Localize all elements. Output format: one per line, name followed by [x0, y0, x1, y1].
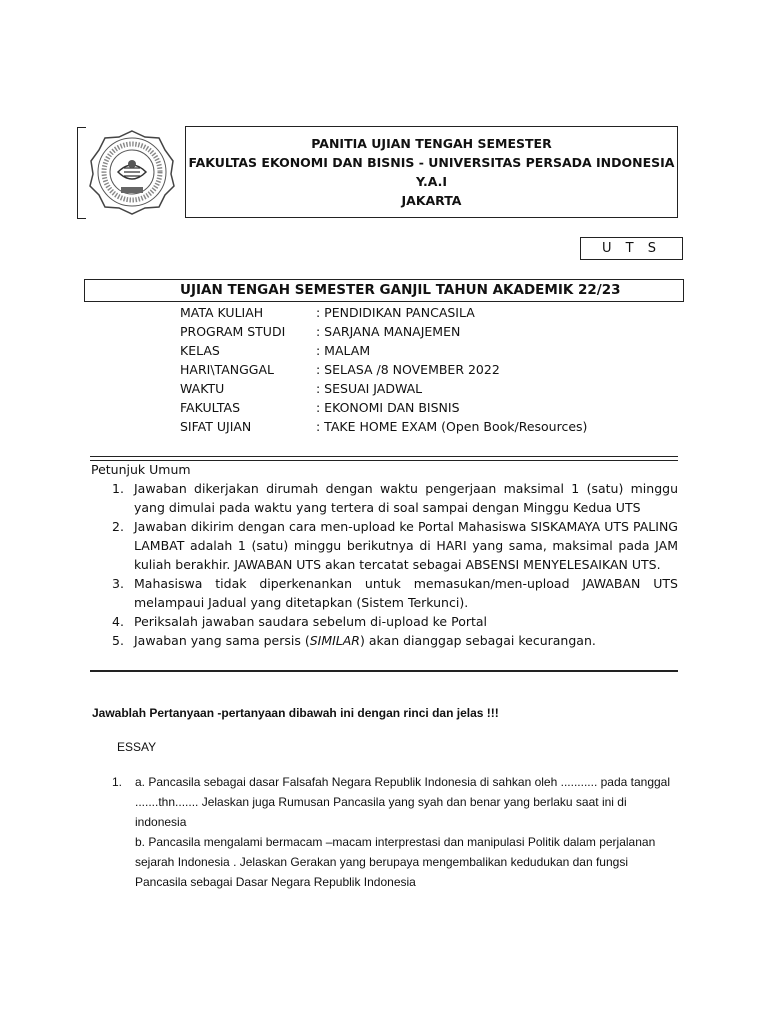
list-text: Periksalah jawaban saudara sebelum di-upload ke Portal — [134, 614, 488, 629]
info-row — [180, 417, 587, 436]
info-label: KELAS — [180, 343, 220, 358]
instructions-heading: Petunjuk Umum — [91, 462, 191, 477]
list-item — [112, 631, 678, 650]
header-title-box — [185, 126, 678, 218]
header-bracket — [77, 127, 86, 219]
committee-title: PANITIA UJIAN TENGAH SEMESTER — [311, 136, 552, 151]
exam-title: UJIAN TENGAH SEMESTER GANJIL TAHUN AKADEMIK 22/23 — [180, 282, 621, 298]
list-text: Jawaban dikerjakan dirumah dengan waktu pengerjaan maksimal 1 (satu) minggu yang dimulai pada waktu yang tertera di soal sampai dengan Minggu Kedua UTS — [134, 481, 678, 515]
list-number: 2. — [112, 519, 124, 534]
list-item — [112, 517, 678, 574]
info-value: : SELASA /8 NOVEMBER 2022 — [316, 362, 500, 377]
faculty-university-title: FAKULTAS EKONOMI DAN BISNIS - UNIVERSITAS PERSADA INDONESIA Y.A.I — [188, 155, 675, 189]
info-value: : SARJANA MANAJEMEN — [316, 324, 461, 339]
info-row — [180, 398, 587, 417]
list-number: 3. — [112, 576, 124, 591]
info-row — [180, 360, 587, 379]
list-text: Jawaban dikirim dengan cara men-upload ke Portal Mahasiswa SISKAMAYA UTS PALING LAMBAT adalah 1 (satu) minggu berikutnya di HARI yang sama, maksimal pada JAM kuliah berakhir. JAWABAN UTS akan tercatat sebagai ABSENSI MENYELESAIKAN UTS. — [134, 519, 678, 572]
list-number: 5. — [112, 633, 124, 648]
info-label: SIFAT UJIAN — [180, 419, 252, 434]
list-number: 1. — [112, 481, 124, 496]
info-value: : MALAM — [316, 343, 371, 358]
info-row — [180, 379, 587, 398]
question-text — [135, 772, 680, 892]
list-item — [112, 574, 678, 612]
info-value: : TAKE HOME EXAM (Open Book/Resources) — [316, 419, 588, 434]
text-segment: ) akan dianggap sebagai kecurangan. — [360, 633, 596, 648]
question-number: 1. — [112, 775, 123, 789]
section-divider — [90, 670, 678, 672]
info-value: : PENDIDIKAN PANCASILA — [316, 305, 475, 320]
info-value: : SESUAI JADWAL — [316, 381, 423, 396]
question-heading: Jawablah Pertanyaan -pertanyaan dibawah ini dengan rinci dan jelas !!! — [92, 706, 499, 720]
list-number: 4. — [112, 614, 124, 629]
question-part-b: b. Pancasila mengalami bermacam –macam interprestasi dan manipulasi Politik dalam perjalanan sejarah Indonesia . Jelaskan Gerakan yang berupaya mengembalikan kedudukan dan fungsi Pancasila sebagai Dasar Negara Republik Indonesia — [135, 835, 656, 889]
instructions-list — [112, 479, 678, 650]
info-label: PROGRAM STUDI — [180, 324, 286, 339]
similar-emphasis: SIMILAR — [309, 633, 360, 648]
info-label: FAKULTAS — [180, 400, 240, 415]
city-title: JAKARTA — [401, 193, 462, 208]
info-row — [180, 341, 587, 360]
info-row — [180, 322, 587, 341]
info-label: HARI\TANGGAL — [180, 362, 274, 377]
info-label: MATA KULIAH — [180, 305, 264, 320]
list-item — [112, 612, 678, 631]
info-row — [180, 303, 587, 322]
list-text — [134, 631, 678, 650]
text-segment: Jawaban yang sama persis ( — [134, 633, 310, 648]
list-item — [112, 479, 678, 517]
info-label: WAKTU — [180, 381, 225, 396]
list-text: Mahasiswa tidak diperkenankan untuk memasukan/men-upload JAWABAN UTS melampaui Jadual yang ditetapkan (Sistem Terkunci). — [134, 576, 678, 610]
essay-label: ESSAY — [117, 740, 157, 754]
question-part-a: a. Pancasila sebagai dasar Falsafah Negara Republik Indonesia di sahkan oleh ........... pada tanggal .......thn....... Jelaskan juga Rumusan Pancasila yang syah dan benar yang berlaku saat ini di indonesia — [135, 775, 671, 829]
exam-info-table — [180, 303, 587, 436]
info-value: : EKONOMI DAN BISNIS — [316, 400, 460, 415]
uts-badge: U T S — [580, 237, 683, 260]
university-seal-icon — [88, 128, 176, 216]
